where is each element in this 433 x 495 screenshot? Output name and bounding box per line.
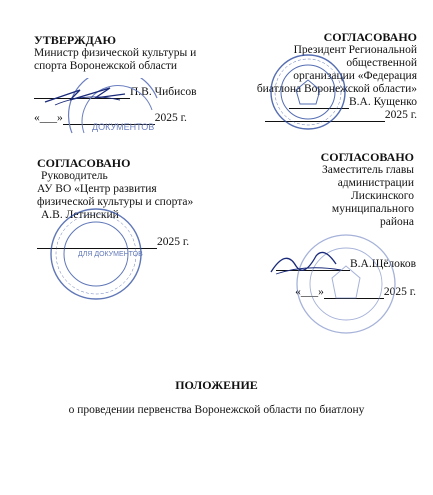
agree2-stamp: [48, 206, 144, 302]
agree1-signer: В.А. Кущенко: [348, 96, 417, 108]
agree3-line4: муниципального: [331, 203, 414, 215]
agree3-line3: Лискинского: [351, 190, 414, 202]
agree1-line3: организации «Федерация: [293, 70, 417, 82]
approve-signature: [40, 80, 130, 110]
agree3-date-suffix: 2025 г.: [383, 286, 416, 298]
agree1-line1: Президент Региональной: [293, 44, 417, 56]
agree1-date-suffix: 2025 г.: [384, 109, 417, 121]
approve-line2: спорта Воронежской области: [34, 60, 177, 72]
agree3-signature: [266, 244, 346, 280]
agree2-line1: Руководитель: [41, 170, 108, 182]
agree1-line4: биатлона Воронежской области»: [256, 83, 417, 95]
document-title: ПОЛОЖЕНИЕ: [175, 378, 258, 392]
agree3-line2: администрации: [337, 177, 414, 189]
agree3-heading: СОГЛАСОВАНО: [320, 150, 414, 164]
agree3-block: [250, 150, 414, 229]
agree1-stamp: [268, 52, 348, 132]
agree3-date-prefix: «___»: [295, 286, 324, 298]
approve-signer: П.В. Чибисов: [130, 86, 197, 98]
agree3-line5: района: [379, 216, 414, 228]
agree2-line2: АУ ВО «Центр развития: [37, 183, 157, 195]
agree2-heading: СОГЛАСОВАНО: [37, 156, 131, 170]
approve-stamp-text: ДОКУМЕНТОВ: [92, 122, 155, 132]
approve-heading: УТВЕРЖДАЮ: [34, 33, 117, 47]
agree3-signer: В.А.Щёлоков: [350, 258, 417, 270]
agree2-date-suffix: 2025 г.: [157, 236, 190, 248]
agree3-line1: Заместитель главы: [322, 164, 414, 176]
agree2-signer: А.В. Летинский: [41, 209, 119, 221]
agree1-line2: общественной: [346, 57, 417, 69]
approve-line1: Министр физической культуры и: [34, 47, 197, 59]
agree2-line3: физической культуры и спорта»: [37, 196, 194, 208]
document-subtitle: о проведении первенства Воронежской области по биатлону: [68, 404, 365, 416]
approve-date-prefix: «___»: [34, 112, 63, 124]
agree2-stamp-text: ДЛЯ ДОКУМЕНТОВ: [78, 251, 143, 258]
approve-date-suffix: 2025 г.: [154, 112, 187, 124]
agree1-heading: СОГЛАСОВАНО: [323, 30, 417, 44]
